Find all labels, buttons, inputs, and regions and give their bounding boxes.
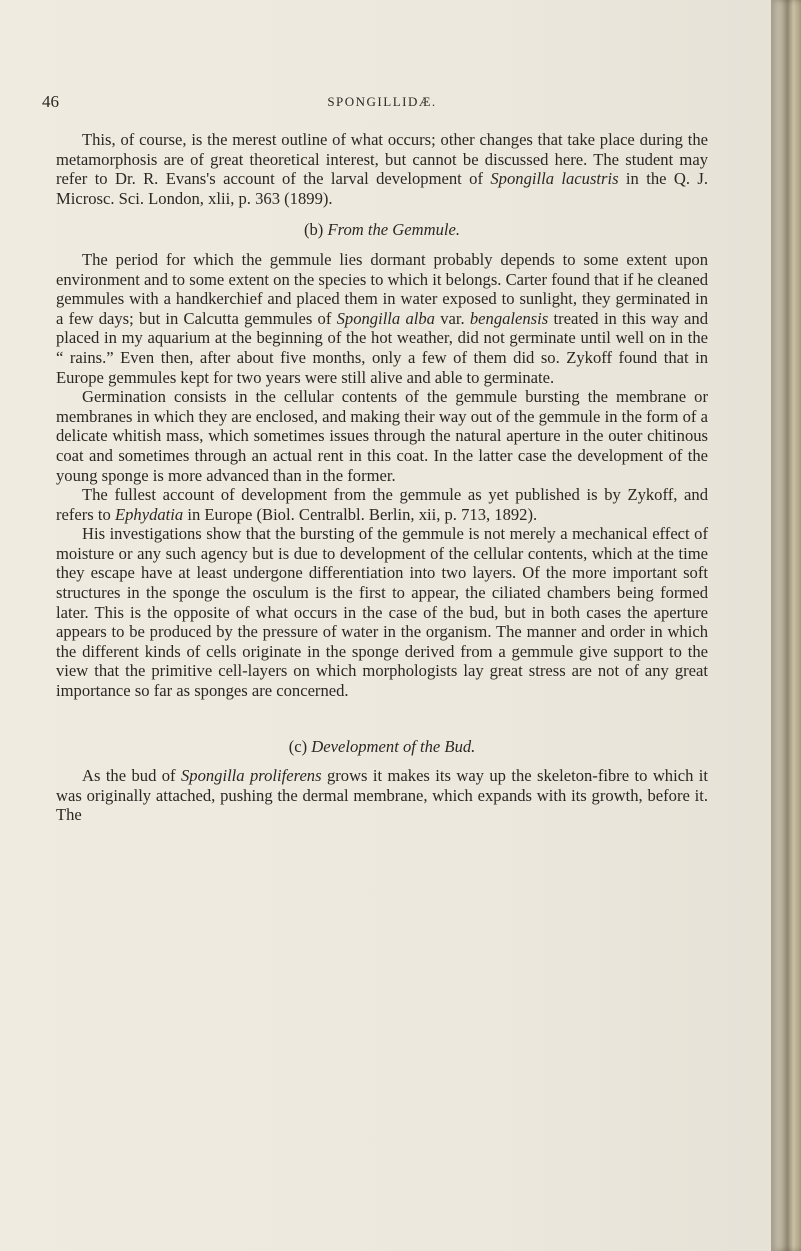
paragraph: His investigations show that the bursting of the gemmule is not merely a mechanical effect of moisture or any such agency but is due to development of the cellular contents, which at the time they escape have at least undergone differentiation into two layers. Of the more important soft structures in the sponge the osculum is the first to appear, the ciliated chambers being formed later. This is the opposite of what occurs in the case of the bud, but in both cases the aperture appears to be produced by the pressure of water in the organism. The manner and order in which the different kinds of cells originate in the sponge derived from a gemmule give support to the view that the primitive cell-layers on which morphologists lay great stress are not of any great importance so far as sponges are concerned. <box>56 524 708 701</box>
species-name: Spongilla lacustris <box>490 169 619 189</box>
variety-name: bengalensis <box>469 308 549 328</box>
text-run: in the Q. J. Microsc. Sci. London, xlii, p. 363 (1899). <box>56 169 708 208</box>
paragraph <box>56 485 708 524</box>
paragraph <box>56 250 708 387</box>
section-heading-c <box>56 737 708 757</box>
text-run: This, of course, is the merest outline of what occurs; other changes that take place during the metamorphosis are of great theoretical interest, but cannot be discussed here. The student may refer to Dr. R. Evans's account of the larval development of <box>56 130 708 189</box>
text-run: The period for which the gemmule lies dormant probably depends to some extent upon environment and to some extent on the species to which it belongs. Carter found that if he cleaned gemmules with a handkerchief and placed them in water exposed to sunlight, they germinated in a few days; but in Calcutta gemmules of <box>56 249 708 328</box>
text-run: treated in this way and placed in my aquarium at the beginning of the hot weather, did not germinate until well on in the “ rains.” Even then, after about five months, only a few of them did so. Zykoff found that in Europe gemmules kept for two years were still alive and able to germinate. <box>56 308 709 387</box>
section-title: Development of the Bud. <box>311 736 476 756</box>
book-spine-edge <box>771 0 801 1251</box>
paragraph <box>56 766 708 825</box>
genus-name: Ephydatia <box>114 504 184 524</box>
species-name: Spongilla alba <box>336 308 435 328</box>
section-label: (b) <box>303 220 324 240</box>
section-label: (c) <box>288 736 308 756</box>
section-title: From the Gemmule. <box>327 220 461 240</box>
text-run: The fullest account of development from the gemmule as yet published is by Zykoff, and refers to <box>56 485 708 524</box>
page-body <box>56 130 708 825</box>
text-run: var. <box>434 308 470 328</box>
running-head: SPONGILLIDÆ. <box>327 94 437 109</box>
text-run: grows it makes its way up the skeleton-fibre to which it was originally attached, pushing the dermal membrane, which expands with its growth, before it. The <box>56 766 708 825</box>
text-run: As the bud of <box>82 766 181 786</box>
page-header <box>42 92 722 114</box>
page-number: 46 <box>42 92 59 111</box>
section-heading-b <box>56 220 708 240</box>
text-run: in Europe (Biol. Centralbl. Berlin, xii, p. 713, 1892). <box>183 504 538 524</box>
paragraph <box>56 130 708 208</box>
paragraph: Germination consists in the cellular contents of the gemmule bursting the membrane or membranes in which they are enclosed, and making their way out of the gemmule in the form of a delicate whitish mass, which sometimes issues through the natural aperture in the outer chitinous coat and sometimes through an actual rent in this coat. In the latter case the development of the young sponge is more advanced than in the former. <box>56 387 708 485</box>
species-name: Spongilla proliferens <box>180 766 322 786</box>
